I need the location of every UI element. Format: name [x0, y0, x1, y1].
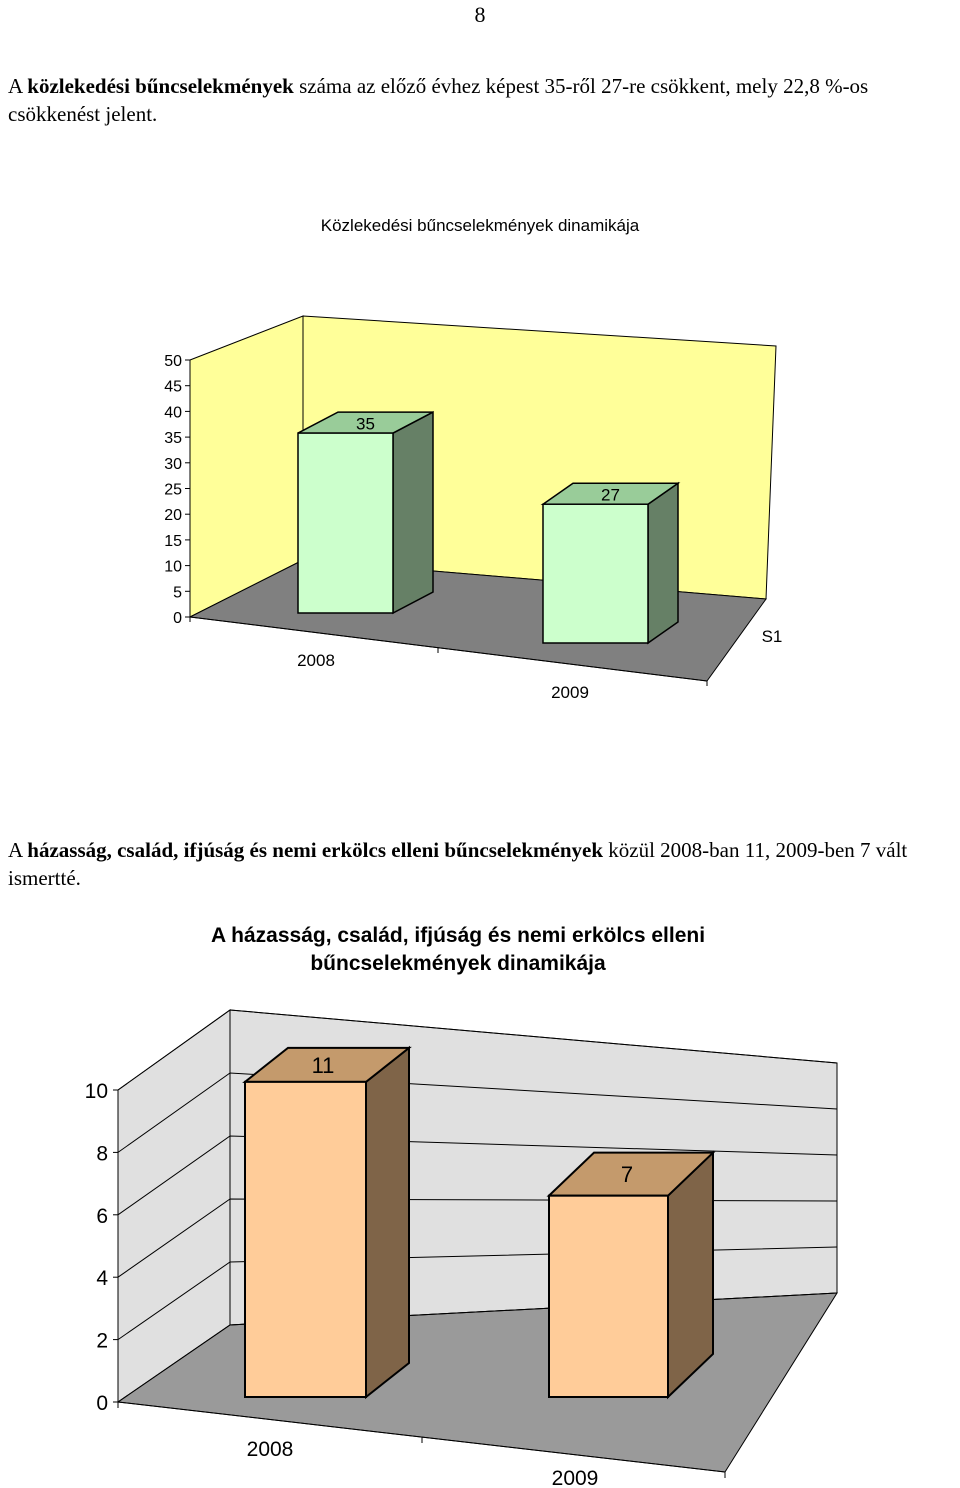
bar-side	[393, 412, 433, 613]
bar-2009	[543, 483, 678, 643]
y-tick-label: 40	[164, 404, 182, 422]
page-number: 8	[474, 2, 486, 27]
paragraph-rest: száma az előző évhez képest 35-ről 27-re csökkent, mely 22,8 %-os csökkenést jelent.	[8, 74, 869, 126]
bar-2008	[298, 412, 433, 613]
data-label: 35	[356, 414, 375, 434]
bar-front	[543, 504, 648, 643]
series-label: S1	[761, 627, 783, 646]
chart-title-line-2: bűncselekmények dinamikája	[310, 952, 606, 975]
y-tick-label: 25	[164, 481, 182, 499]
x-label-2009: 2009	[551, 683, 589, 700]
y-tick-label: 8	[96, 1142, 108, 1166]
y-tick-label: 0	[173, 610, 182, 627]
chart-title-line-1: A házasság, család, ifjúság és nemi erkölcs elleni	[210, 924, 706, 947]
y-tick-label: 45	[164, 378, 182, 396]
family-crimes-chart	[0, 910, 960, 1488]
data-label: 11	[311, 1052, 335, 1078]
y-tick-label: 35	[164, 430, 182, 448]
y-tick-label: 4	[96, 1267, 108, 1291]
paragraph-family-crimes	[8, 836, 956, 892]
y-tick-label: 0	[96, 1392, 108, 1415]
y-tick-label: 10	[84, 1080, 108, 1103]
bar-2009	[549, 1153, 713, 1397]
bar-side	[366, 1048, 409, 1397]
y-tick-label: 30	[164, 455, 182, 473]
chart-title: Közlekedési bűncselekmények dinamikája	[320, 216, 640, 235]
paragraph-bold: közlekedési bűncselekmények	[27, 74, 294, 98]
paragraph-bold: házasság, család, ifjúság és nemi erkölcs elleni bűncselekmények	[27, 838, 604, 862]
y-tick-label: 10	[164, 558, 182, 576]
y-tick-label: 15	[164, 532, 182, 550]
paragraph-traffic-crimes	[8, 72, 956, 128]
x-label-2008: 2008	[246, 1438, 294, 1461]
bar-front	[549, 1196, 668, 1397]
data-label: 7	[620, 1162, 634, 1188]
y-tick-label: 20	[164, 507, 182, 525]
x-label-2008: 2008	[297, 651, 335, 670]
bar-front	[245, 1082, 366, 1397]
bar-2008	[245, 1048, 409, 1397]
bar-side	[648, 483, 678, 643]
y-tick-label: 2	[96, 1329, 108, 1353]
paragraph-lead: A	[8, 74, 28, 98]
traffic-crimes-chart	[0, 200, 960, 700]
paragraph-rest: közül 2008-ban 11, 2009-ben 7 vált ismertté.	[8, 838, 908, 890]
y-tick-label: 50	[164, 353, 182, 370]
x-label-2009: 2009	[551, 1467, 599, 1488]
paragraph-lead: A	[8, 838, 28, 862]
data-label: 27	[601, 485, 620, 505]
bar-front	[298, 433, 393, 613]
y-tick-label: 6	[96, 1204, 108, 1228]
y-tick-label: 5	[173, 584, 182, 602]
